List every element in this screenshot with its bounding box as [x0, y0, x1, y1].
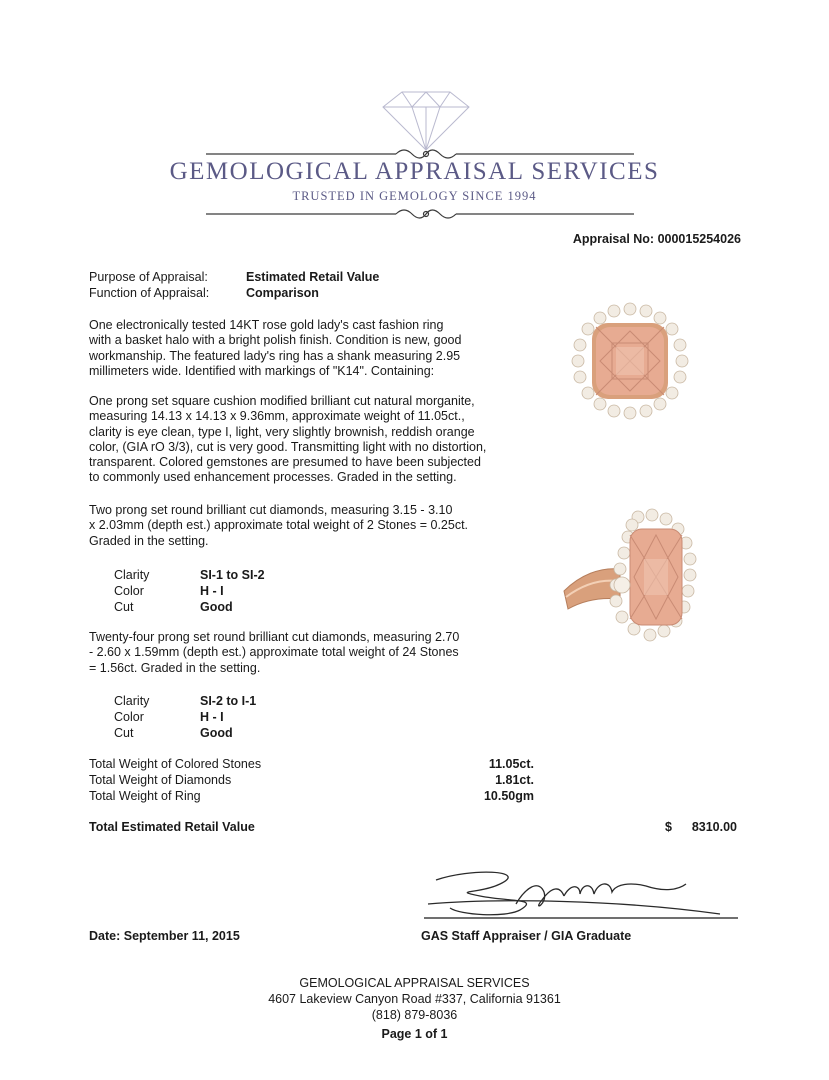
grade-label: Cut	[114, 600, 134, 614]
total-label: Total Weight of Colored Stones	[89, 757, 262, 771]
footer-address: 4607 Lakeview Canyon Road #337, California 91361	[268, 992, 561, 1006]
grade-value: H - I	[200, 584, 224, 598]
morganite-description	[89, 394, 539, 486]
page-number: Page 1 of 1	[381, 1027, 448, 1041]
purpose-label: Purpose of Appraisal:	[89, 270, 208, 284]
text-line: Two prong set round brilliant cut diamonds, measuring 3.15 - 3.10	[89, 503, 453, 517]
currency-symbol: $	[665, 820, 672, 834]
text-line: color, (GIA rO 3/3), cut is very good. Transmitting light with no distortion,	[89, 439, 487, 454]
text-line: with a basket halo with a bright polish finish. Condition is new, good	[89, 333, 462, 348]
grade-label: Color	[114, 710, 144, 724]
grade-value: H - I	[200, 710, 224, 724]
appraisal-date: Date: September 11, 2015	[89, 929, 240, 943]
purpose-value: Estimated Retail Value	[246, 270, 380, 284]
text-line: transparent. Colored gemstones are presumed to have been subjected	[89, 455, 481, 470]
text-line: measuring 14.13 x 14.13 x 9.36mm, approximate weight of 11.05ct.,	[89, 409, 465, 424]
footer-phone: (818) 879-8036	[371, 1008, 458, 1022]
total-label: Total Weight of Diamonds	[89, 773, 232, 787]
text-line: One prong set square cushion modified brilliant cut natural morganite,	[89, 394, 475, 408]
text-line: to commonly used enhancement processes. Graded in the setting.	[89, 470, 457, 485]
brand-subtitle: TRUSTED IN GEMOLOGY SINCE 1994	[292, 189, 537, 203]
ring-side-view-image	[560, 505, 720, 665]
grade-label: Clarity	[114, 568, 150, 582]
grade-value: Good	[200, 600, 233, 614]
diamond-description-2	[89, 630, 539, 676]
text-line: clarity is eye clean, type I, light, very slightly brownish, reddish orange	[89, 424, 475, 439]
text-line: millimeters wide. Identified with markings of "K14". Containing:	[89, 363, 435, 378]
text-line: Graded in the setting.	[89, 533, 209, 548]
function-label: Function of Appraisal:	[89, 286, 210, 300]
grade-value: SI-1 to SI-2	[200, 568, 265, 582]
grade-label: Color	[114, 584, 144, 598]
appraisal-number: Appraisal No: 000015254026	[572, 232, 741, 246]
diamond-description-1	[89, 503, 539, 549]
text-line: - 2.60 x 1.59mm (depth est.) approximate total weight of 24 Stones	[89, 645, 459, 660]
total-label: Total Weight of Ring	[89, 789, 201, 803]
ring-description	[89, 318, 539, 379]
text-line: workmanship. The featured lady's ring has a shank measuring 2.95	[89, 348, 461, 363]
total-value: 11.05ct.	[488, 757, 534, 771]
footer-company: GEMOLOGICAL APPRAISAL SERVICES	[299, 976, 530, 990]
retail-value-label: Total Estimated Retail Value	[89, 820, 255, 834]
function-value: Comparison	[246, 286, 319, 300]
total-value: 10.50gm	[483, 789, 534, 803]
ring-top-view-image	[564, 295, 696, 427]
text-line: Twenty-four prong set round brilliant cut diamonds, measuring 2.70	[89, 630, 460, 644]
brand-title: GEMOLOGICAL APPRAISAL SERVICES	[169, 158, 660, 185]
signature-image	[420, 860, 740, 922]
retail-value-amount: 8310.00	[691, 820, 737, 834]
text-line: x 2.03mm (depth est.) approximate total weight of 2 Stones = 0.25ct.	[89, 518, 469, 533]
grade-value: Good	[200, 726, 233, 740]
grade-label: Cut	[114, 726, 134, 740]
grade-value: SI-2 to I-1	[200, 694, 257, 708]
text-line: One electronically tested 14KT rose gold lady's cast fashion ring	[89, 318, 444, 332]
text-line: = 1.56ct. Graded in the setting.	[89, 660, 261, 675]
appraiser-title: GAS Staff Appraiser / GIA Graduate	[421, 929, 632, 943]
total-value: 1.81ct.	[495, 773, 534, 787]
grade-label: Clarity	[114, 694, 150, 708]
